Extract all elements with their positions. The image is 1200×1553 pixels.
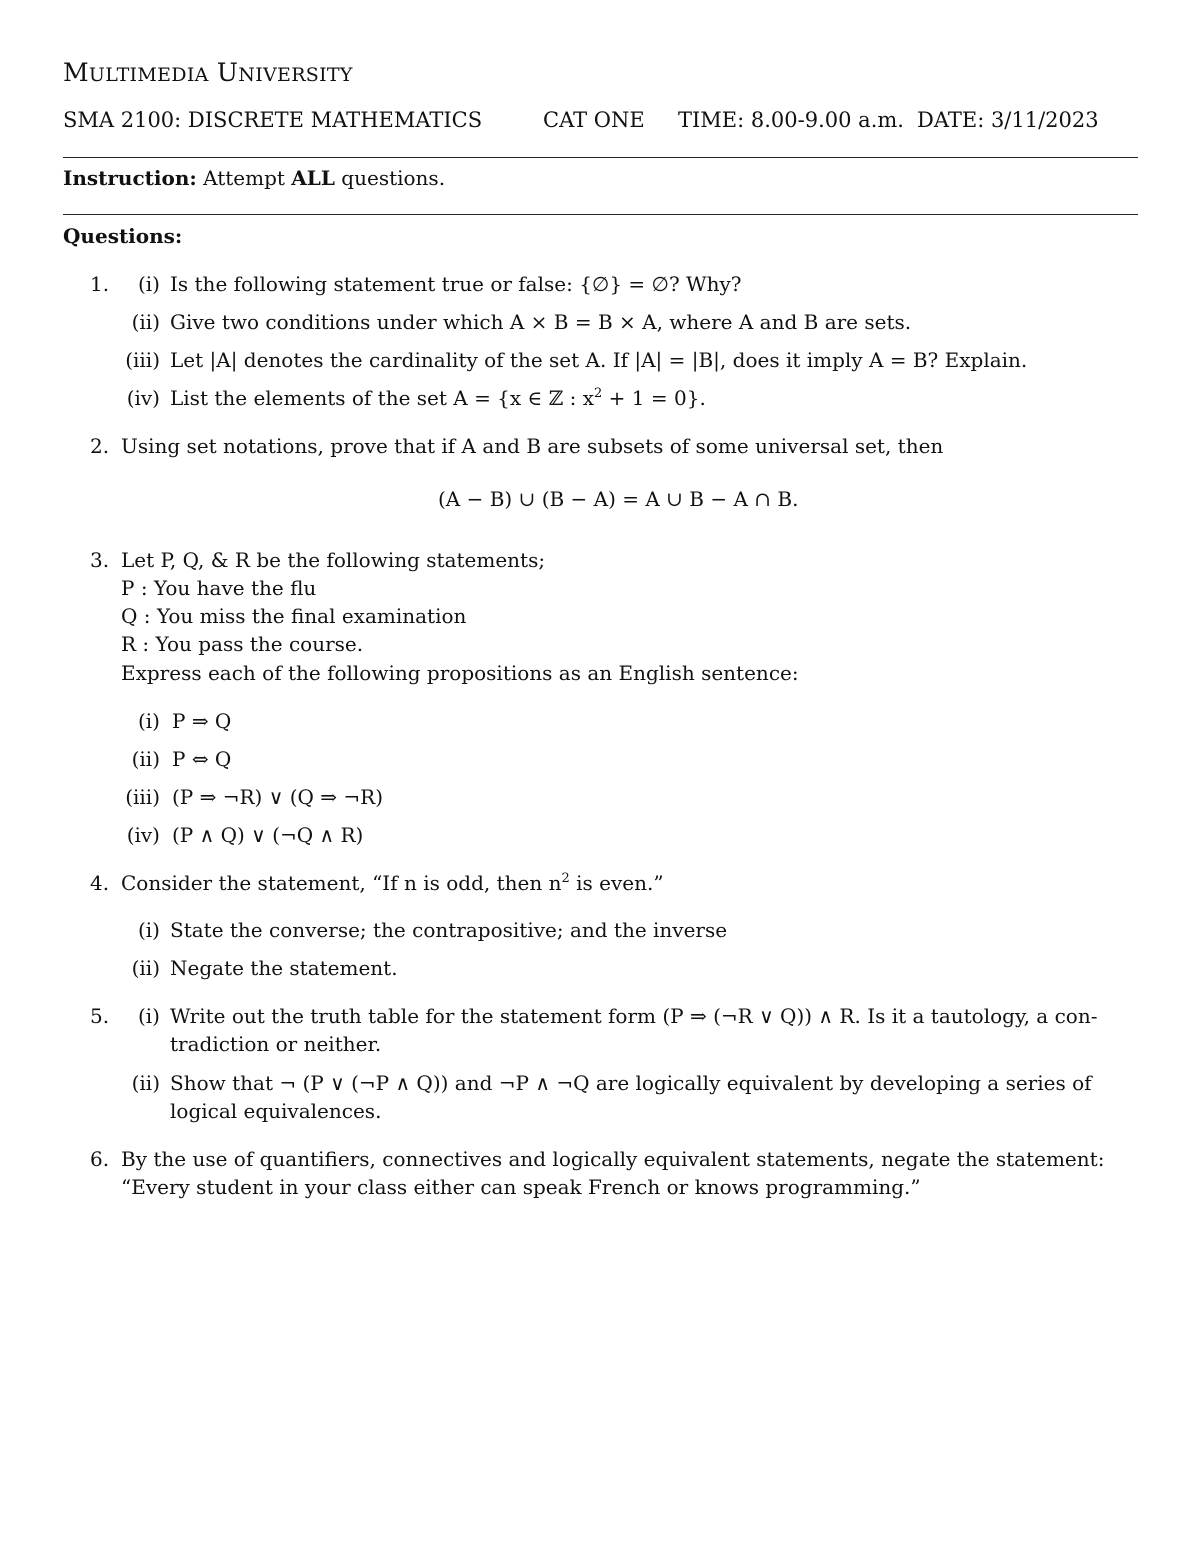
q5-part-label: (i) [137, 1004, 160, 1028]
q1-part-label: (i) [137, 272, 160, 296]
university-word2: NIVERSITY [238, 64, 353, 86]
q3-statement: R : You pass the course. [121, 632, 364, 656]
q6-number: 6. [90, 1147, 110, 1171]
q4-text-pre: Consider the statement, “If n is odd, then n [121, 871, 562, 895]
q2-equation: (A − B) ∪ (B − A) = A ∪ B − A ∩ B. [438, 487, 799, 511]
q1-part-text [170, 386, 706, 410]
q3-statement: Q : You miss the final examination [121, 604, 467, 628]
q4-part-label: (ii) [131, 956, 160, 980]
q3-prompt: Express each of the following propositions as an English sentence: [121, 661, 799, 685]
q3-number: 3. [90, 548, 110, 572]
q4-text [121, 871, 664, 895]
university-word1: ULTIMEDIA [88, 64, 209, 86]
q3-part-label: (iv) [126, 823, 160, 847]
q5-part-text-cont: tradiction or neither. [170, 1032, 382, 1056]
q1-number: 1. [90, 272, 110, 296]
q1-part-text: Is the following statement true or false: {∅} = ∅? Why? [170, 272, 742, 296]
q4-part-text: State the converse; the contrapositive; and the inverse [170, 918, 728, 942]
q4-number: 4. [90, 871, 110, 895]
course-title: SMA 2100: DISCRETE MATHEMATICS [63, 108, 483, 132]
q2-number: 2. [90, 434, 110, 458]
q4-part-label: (i) [137, 918, 160, 942]
q3-part-text: P ⇒ Q [172, 709, 232, 733]
instruction-emph: ALL [291, 166, 335, 190]
q3-text: Let P, Q, & R be the following statements; [121, 548, 546, 572]
date-label: DATE: 3/11/2023 [917, 108, 1099, 132]
instruction-text-after: questions. [341, 166, 446, 190]
q1-iv-text-post: + 1 = 0}. [602, 386, 706, 410]
instruction-text-before: Attempt [203, 166, 285, 190]
q2-text: Using set notations, prove that if A and B are subsets of some universal set, then [121, 434, 944, 458]
university-initial: M [63, 58, 89, 87]
q1-iv-text-pre: List the elements of the set A = {x ∈ ℤ : x [170, 386, 595, 410]
q3-part-label: (i) [137, 709, 160, 733]
q6-text: By the use of quantifiers, connectives and logically equivalent statements, negate the statement: [121, 1147, 1105, 1171]
q3-part-text: (P ∧ Q) ∨ (¬Q ∧ R) [172, 823, 364, 847]
q1-part-label: (iv) [126, 386, 160, 410]
instruction [63, 166, 445, 190]
q5-number: 5. [90, 1004, 110, 1028]
q5-part-text-cont: logical equivalences. [170, 1099, 382, 1123]
q1-part-text: Give two conditions under which A × B = B × A, where A and B are sets. [170, 310, 912, 334]
q5-part-label: (ii) [131, 1071, 160, 1095]
q1-part-label: (ii) [131, 310, 160, 334]
q3-part-label: (ii) [131, 747, 160, 771]
q3-part-text: (P ⇒ ¬R) ∨ (Q ⇒ ¬R) [172, 785, 383, 809]
time-label: TIME: 8.00-9.00 a.m. [678, 108, 904, 132]
q4-text-post: is even.” [569, 871, 664, 895]
university-name [63, 58, 353, 87]
questions-heading: Questions: [63, 224, 183, 248]
instruction-label: Instruction: [63, 166, 197, 190]
q1-part-text: Let |A| denotes the cardinality of the set A. If |A| = |B|, does it imply A = B? Explain. [170, 348, 1028, 372]
q6-text-cont: “Every student in your class either can speak French or knows programming.” [121, 1175, 921, 1199]
q5-part-text: Write out the truth table for the statement form (P ⇒ (¬R ∨ Q)) ∧ R. Is it a tautology, a con- [170, 1004, 1098, 1028]
q4-exponent: 2 [561, 871, 570, 886]
q1-part-label: (iii) [125, 348, 160, 372]
q5-part-text: Show that ¬ (P ∨ (¬P ∧ Q)) and ¬P ∧ ¬Q are logically equivalent by developing a series of [170, 1071, 1092, 1095]
q3-part-label: (iii) [125, 785, 160, 809]
top-divider [63, 157, 1138, 158]
q1-iv-exponent: 2 [594, 386, 603, 401]
cat-label: CAT ONE [543, 108, 645, 132]
q3-part-text: P ⇔ Q [172, 747, 232, 771]
q4-part-text: Negate the statement. [170, 956, 398, 980]
bottom-divider [63, 214, 1138, 215]
university-initial2: U [216, 58, 239, 87]
q3-statement: P : You have the flu [121, 576, 317, 600]
